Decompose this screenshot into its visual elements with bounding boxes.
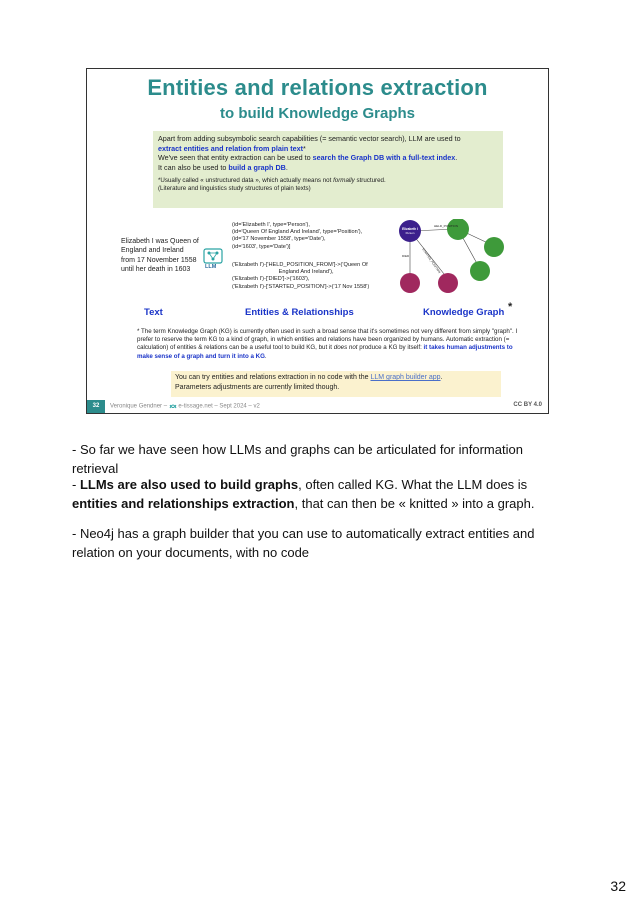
edge-died-label: DIED xyxy=(402,254,410,258)
intro-footnote: *Usually called « unstructured data », which actually means not xyxy=(158,177,334,185)
relations-code: ('Elizabeth I')-['HELD_POSITION_FROM']->('Queen Of England And Ireland'), ('Elizabeth I')-['DIED']->('1603'), ('Elizabeth I')-['STARTED_POSITION']->('17 Nov 1558') xyxy=(232,262,370,290)
kg-note-text: * The term Knowledge Graph (KG) is currently often used in such a broad sense that it's sometimes not very different from simply "graph". I prefer to reserve the term KG to a kind of graph, in which entities and relations have been organized by humans. Automatic extraction (= calculation) of entities & relations can be a useful tool to build KG, but it xyxy=(137,328,518,352)
try-box xyxy=(171,371,501,397)
p2-text-end: , that can then be « knitted » into a graph. xyxy=(294,496,535,511)
intro-line1: Apart from adding subsymbolic search capabilities (= semantic vector search), LLM are used to xyxy=(158,134,461,143)
kg-note xyxy=(137,328,527,361)
intro-footnote-2: (Literature and linguistics study structures of plain texts) xyxy=(158,184,311,192)
intro-line3: It can also be used to xyxy=(158,162,229,172)
slide-subtitle: to build Knowledge Graphs xyxy=(220,105,415,122)
intro-footnote-end: structured. xyxy=(354,177,386,185)
intro-highlight-search: search the Graph DB with a full-text index xyxy=(312,153,456,163)
slide-footer xyxy=(87,400,548,413)
node-1603 xyxy=(400,273,420,293)
intro-box xyxy=(153,131,503,208)
license-badge: CC BY 4.0 xyxy=(513,402,542,408)
slide-footer-text xyxy=(110,402,260,410)
footer-version: v2 xyxy=(253,403,260,410)
p2-bold-2: entities and relationships extraction xyxy=(72,496,295,511)
node-elizabeth-label: Elizabeth I xyxy=(402,227,418,231)
intro-footnote-em: formally xyxy=(333,177,355,185)
body-paragraph-2 xyxy=(72,475,552,513)
kg-note-text-2: produce a KG by itself: xyxy=(357,344,424,352)
llm-graph-builder-link[interactable]: LLM graph builder app xyxy=(370,374,441,381)
intro-asterisk: * xyxy=(302,143,306,153)
slide-image xyxy=(86,68,549,414)
label-text: Text xyxy=(144,307,163,318)
label-entities: Entities & Relationships xyxy=(245,307,354,318)
footer-author: Veronique Gendner – xyxy=(110,403,169,410)
p2-dash: - xyxy=(72,477,80,492)
slide-title: Entities and relations extraction xyxy=(147,75,488,100)
slide-page-badge: 32 xyxy=(87,400,105,413)
source-text: Elizabeth I was Queen of England and Ireland from 17 November 1558 until her death in 1603 xyxy=(121,238,199,274)
try-text-end: . xyxy=(440,374,443,381)
kg-note-highlight: it takes human adjustments to make sense of a graph and turn it into a KG xyxy=(137,344,513,360)
page-number: 32 xyxy=(610,878,626,894)
intro-line2-end: . xyxy=(455,153,458,163)
node-1558 xyxy=(438,273,458,293)
label-graph-star: * xyxy=(508,301,513,313)
node-queen-position xyxy=(447,219,469,240)
p2-text: , often called KG. What the LLM does is xyxy=(298,477,528,492)
knowledge-graph xyxy=(392,219,542,309)
intro-highlight-build: build a graph DB xyxy=(228,162,286,172)
edge-started-label: STARTED_POSITION xyxy=(421,247,442,274)
node-ireland xyxy=(484,237,504,257)
intro-highlight-extract: extract entities and relation from plain text xyxy=(158,143,303,153)
node-elizabeth-type: Person xyxy=(405,231,415,235)
p2-bold-1: LLMs are also used to build graphs xyxy=(79,477,299,492)
body-paragraph-3: - Neo4j has a graph builder that you can use to automatically extract entities and relation on your documents, with no code xyxy=(72,526,535,560)
e-tissage-logo-icon xyxy=(169,402,177,410)
intro-line2: We've seen that entity extraction can be used to xyxy=(158,153,313,163)
edge-held-label: HELD_POSITION xyxy=(434,224,459,228)
kg-note-em: does not xyxy=(333,344,358,352)
try-text-2: Parameters adjustments are currently limited though. xyxy=(175,383,340,391)
node-england xyxy=(470,261,490,281)
intro-line3-end: . xyxy=(285,162,288,172)
body-paragraph-1: - So far we have seen how LLMs and graphs can be articulated for information retrieval xyxy=(72,442,523,476)
try-text: You can try entities and relations extraction in no code with the xyxy=(175,374,371,381)
label-graph: Knowledge Graph xyxy=(423,307,505,318)
llm-label: LLM xyxy=(205,264,217,270)
footer-site: e-tissage.net – Sept 2024 – xyxy=(176,403,254,410)
entities-code: (id='Elizabeth I', type='Person'), (id='Queen Of England And Ireland', type='Position'), (id='17 November 1558', type='Date'), (id='1603', type='Date')] xyxy=(232,222,363,250)
kg-note-end: . xyxy=(264,352,267,360)
